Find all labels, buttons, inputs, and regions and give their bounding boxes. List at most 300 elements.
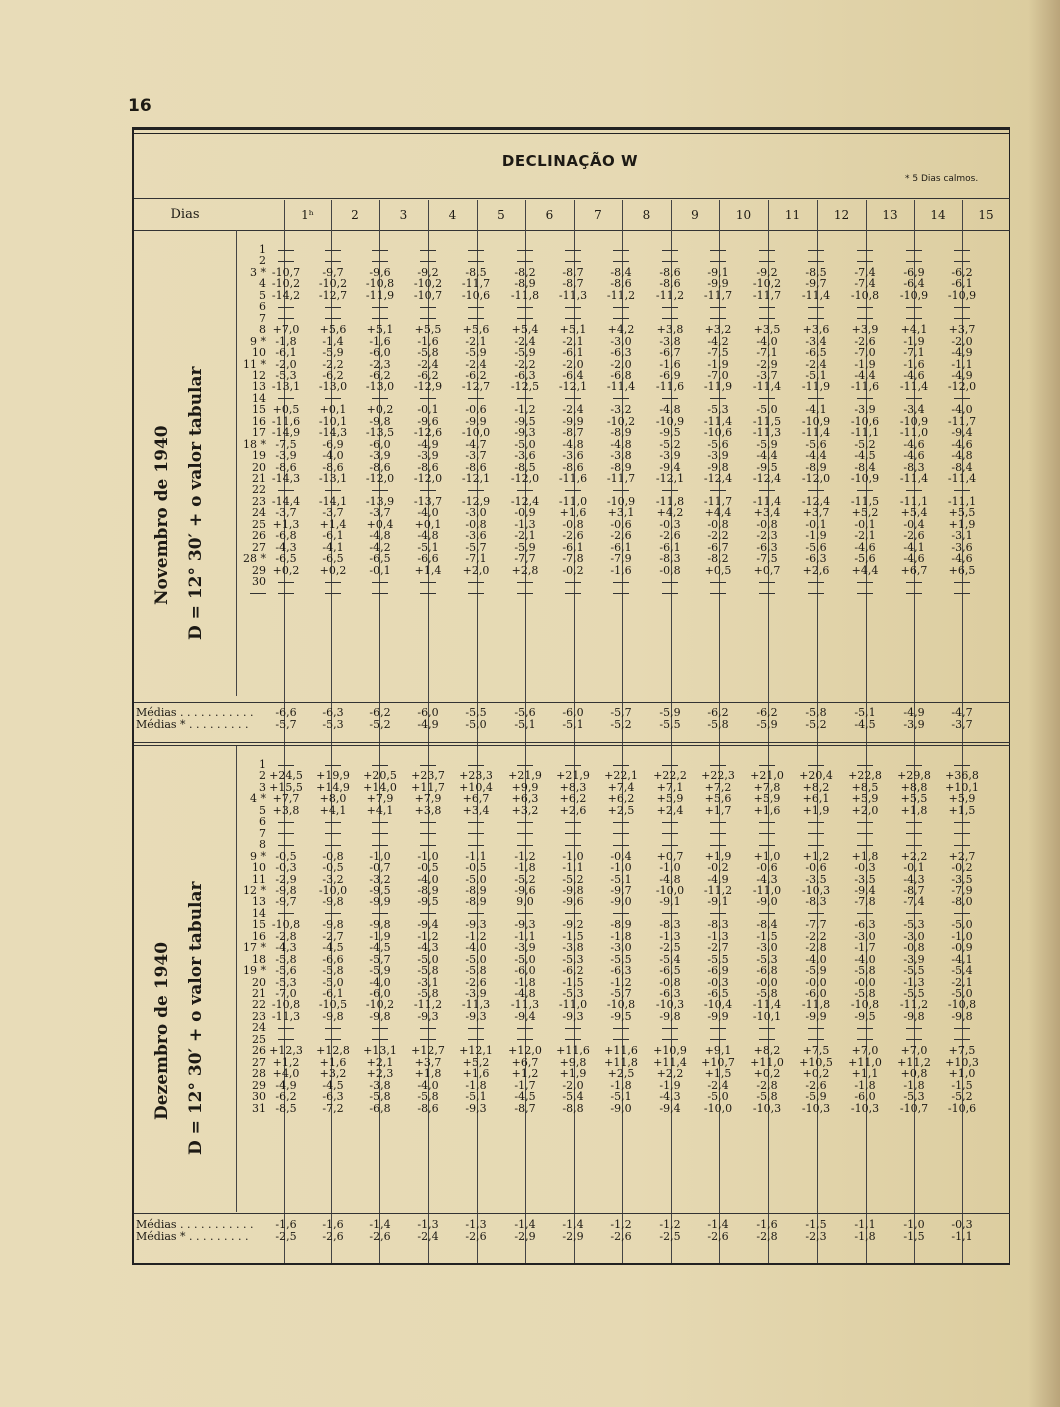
table-cell	[743, 839, 791, 850]
table-cell: +1,7	[704, 803, 732, 817]
table-cell: -4,4	[854, 368, 876, 382]
table-cell: -1,6	[659, 357, 681, 371]
table-cell: +29,8	[897, 769, 931, 783]
table-cell: +0,2	[272, 563, 300, 577]
table-cell: -12,0	[801, 472, 831, 485]
medias-star-cell: -5,2	[805, 717, 827, 731]
medias-label: Médias . . . . . . . . . . .	[136, 706, 254, 719]
table-cell: -11,2	[655, 288, 685, 302]
dash-mark	[662, 261, 678, 262]
table-cell: -8,3	[659, 552, 681, 566]
table-cell	[356, 816, 404, 827]
table-cell: -9,9	[707, 277, 729, 291]
table-cell: -11,0	[558, 494, 588, 508]
table-cell: -13,1	[271, 380, 301, 394]
table-cell: -9,8	[707, 460, 729, 474]
dash-mark	[662, 318, 678, 319]
table-cell: -1,1	[465, 849, 487, 863]
dash-mark	[565, 1028, 581, 1029]
dash-mark	[954, 582, 970, 583]
table-cell: -7,5	[756, 552, 778, 566]
dash-mark	[710, 593, 726, 594]
dash-mark	[710, 1028, 726, 1029]
table-cell: -2,4	[707, 1078, 729, 1092]
dash-mark	[613, 1039, 629, 1040]
table-cell	[694, 816, 742, 827]
table-cell: +8,8	[900, 780, 928, 794]
table-cell: +1,6	[462, 1067, 490, 1081]
table-cell	[938, 828, 986, 839]
table-cell: -5,5	[903, 987, 925, 1000]
table-cell	[309, 1022, 357, 1033]
table-cell	[356, 588, 404, 599]
medias-star-cell: -5,2	[369, 717, 391, 731]
dash-mark	[565, 490, 581, 491]
dash-mark	[372, 250, 388, 251]
table-cell: -7,7	[805, 918, 827, 932]
table-cell: -11,4	[899, 472, 929, 485]
medias-cell: -1,4	[562, 1218, 584, 1231]
table-cell: -12,6	[413, 426, 443, 440]
dash-mark	[278, 913, 294, 914]
table-cell: -5,3	[275, 975, 297, 989]
table-cell: +24,5	[269, 769, 303, 783]
header-hour: 12	[833, 208, 850, 222]
day-label: 29	[252, 563, 266, 577]
table-cell: -4,1	[903, 540, 925, 554]
dash-mark	[325, 845, 341, 846]
table-cell	[694, 588, 742, 599]
table-cell: -11,6	[558, 472, 588, 485]
table-cell	[309, 816, 357, 827]
table-cell: +8,3	[559, 780, 587, 794]
table-cell	[694, 301, 742, 312]
dash-mark	[278, 1039, 294, 1040]
dash-mark	[468, 490, 484, 491]
dash-mark	[808, 582, 824, 583]
table-cell	[890, 588, 938, 599]
day-label: 23	[252, 1009, 266, 1023]
dash-mark	[372, 1039, 388, 1040]
table-cell: -1,8	[465, 1078, 487, 1092]
table-cell	[646, 816, 694, 827]
table-cell: -4,6	[903, 552, 925, 566]
medias-star-cell: -2,4	[417, 1229, 439, 1243]
table-cell: -6,4	[903, 277, 925, 291]
table-cell: -1,3	[659, 929, 681, 943]
table-cell: -2,1	[465, 334, 487, 348]
table-cell: -1,5	[562, 975, 584, 989]
day-label: 8	[259, 323, 266, 337]
table-cell: -6,2	[562, 964, 584, 978]
table-cell: 9,0	[516, 895, 534, 909]
table-cell: +5,1	[366, 323, 394, 337]
table-cell: +4,1	[366, 803, 394, 817]
table-cell: -12,5	[510, 380, 540, 394]
dash-mark	[565, 833, 581, 834]
table-cell: +1,4	[319, 517, 347, 531]
dash-mark	[325, 1028, 341, 1029]
table-cell: +36,8	[945, 769, 979, 783]
table-cell: -1,0	[659, 861, 681, 875]
table-cell: -10,2	[413, 277, 443, 291]
table-cell	[938, 1022, 986, 1033]
table-cell: +0,8	[900, 1067, 928, 1081]
table-cell: -3,6	[514, 449, 536, 463]
table-cell: +6,1	[802, 792, 830, 806]
table-cell: -0,7	[369, 861, 391, 875]
dash-mark	[710, 833, 726, 834]
table-cell: -11,3	[752, 426, 782, 440]
dash-mark	[906, 398, 922, 399]
dash-mark	[565, 765, 581, 766]
table-cell: -9,2	[562, 918, 584, 932]
dash-mark	[954, 261, 970, 262]
table-cell: -11,7	[461, 277, 491, 291]
dash-mark	[906, 1039, 922, 1040]
table-cell	[501, 828, 549, 839]
table-cell: -5,3	[707, 403, 729, 417]
dash-mark	[468, 398, 484, 399]
table-cell	[597, 839, 645, 850]
dash-mark	[662, 1028, 678, 1029]
table-cell: -4,0	[854, 952, 876, 966]
dash-mark	[278, 261, 294, 262]
table-cell: +10,7	[701, 1055, 735, 1069]
table-cell: +23,3	[459, 769, 493, 783]
day-label: 8	[259, 838, 266, 852]
table-cell: -2,6	[903, 529, 925, 543]
table-cell	[792, 816, 840, 827]
table-cell: -9,8	[659, 1009, 681, 1023]
table-cell: +7,2	[704, 780, 732, 794]
table-cell: -4,5	[369, 941, 391, 955]
table-cell: +2,2	[900, 849, 928, 863]
table-cell: -3,8	[369, 1078, 391, 1092]
table-cell: -12,4	[801, 494, 831, 508]
dash-mark	[808, 833, 824, 834]
table-cell: -8,9	[805, 460, 827, 474]
table-cell: -1,6	[417, 334, 439, 348]
table-cell	[452, 576, 500, 587]
table-cell: +21,9	[508, 769, 542, 783]
table-cell: -1,8	[514, 975, 536, 989]
table-cell: -11,3	[271, 1009, 301, 1023]
dash-mark	[808, 307, 824, 308]
table-cell: -5,8	[854, 964, 876, 978]
table-cell	[841, 576, 889, 587]
table-cell	[501, 301, 549, 312]
medias-cell: -6,3	[322, 706, 344, 719]
dash-mark	[325, 261, 341, 262]
table-cell: -9,3	[514, 426, 536, 440]
medias-star-cell: -3,7	[951, 717, 973, 731]
table-cell: -9,4	[659, 460, 681, 474]
dash-mark	[372, 307, 388, 308]
table-cell: +7,0	[272, 323, 300, 337]
dash-mark	[372, 318, 388, 319]
table-cell	[309, 244, 357, 255]
table-cell: -6,3	[756, 540, 778, 554]
table-cell: +10,5	[799, 1055, 833, 1069]
dash-mark	[808, 250, 824, 251]
dash-mark	[325, 833, 341, 834]
table-cell: -12,9	[461, 494, 491, 508]
table-cell: +1,8	[851, 849, 879, 863]
medias-cell: -6,6	[275, 706, 297, 719]
dash-mark	[808, 398, 824, 399]
table-cell: -10,0	[318, 883, 348, 897]
table-cell: -10,0	[655, 883, 685, 897]
table-cell: +3,4	[753, 506, 781, 520]
table-cell: +4,4	[704, 506, 732, 520]
table-cell: -2,0	[562, 1078, 584, 1092]
table-cell: -11,2	[703, 883, 733, 897]
table-cell: -1,0	[610, 861, 632, 875]
table-cell	[309, 301, 357, 312]
medias-top-line	[134, 702, 1010, 703]
dash-mark	[954, 1039, 970, 1040]
table-cell: -5,3	[562, 987, 584, 1000]
table-cell: -2,0	[562, 357, 584, 371]
table-cell: +6,7	[900, 563, 928, 577]
medias-star-cell: -3,9	[903, 717, 925, 731]
table-cell: -1,5	[562, 929, 584, 943]
table-cell: -1,2	[465, 929, 487, 943]
table-cell: +0,2	[753, 1067, 781, 1081]
table-cell: +2,3	[366, 1067, 394, 1081]
table-cell: -0,8	[659, 975, 681, 989]
table-cell: -13,7	[413, 494, 443, 508]
table-cell	[646, 1022, 694, 1033]
table-cell: -9,1	[707, 265, 729, 279]
day-label: 1	[259, 758, 266, 771]
table-cell: +22,1	[604, 769, 638, 783]
table-cell: -5,1	[417, 540, 439, 554]
dash-mark	[759, 250, 775, 251]
dash-mark	[420, 593, 436, 594]
dash-mark	[468, 833, 484, 834]
table-cell: -9,5	[854, 1009, 876, 1023]
table-cell: -2,6	[465, 975, 487, 989]
table-cell: -3,6	[951, 540, 973, 554]
table-cell: -10,5	[318, 998, 348, 1012]
table-cell: +5,1	[559, 323, 587, 337]
dash-mark	[857, 593, 873, 594]
table-cell: -5,3	[903, 918, 925, 932]
table-cell: +19,9	[316, 769, 350, 783]
dash-mark	[906, 490, 922, 491]
table-cell: -6,5	[805, 346, 827, 360]
dash-mark	[468, 845, 484, 846]
table-cell	[549, 244, 597, 255]
table-cell: +2,7	[948, 849, 976, 863]
table-cell: +6,5	[948, 563, 976, 577]
section-divider	[134, 742, 1010, 743]
table-cell: -10,4	[703, 998, 733, 1012]
table-cell: -2,2	[514, 357, 536, 371]
table-cell: +3,8	[414, 803, 442, 817]
table-cell: +10,1	[945, 780, 979, 794]
day-label: 28 *	[243, 552, 266, 566]
table-cell: -8,2	[707, 552, 729, 566]
table-cell	[890, 301, 938, 312]
dash-mark	[325, 318, 341, 319]
dash-mark	[710, 845, 726, 846]
table-cell	[694, 828, 742, 839]
table-cell: -11,1	[947, 494, 977, 508]
header-hour: 14	[930, 208, 946, 222]
table-cell: -1,4	[322, 334, 344, 348]
table-cell: -10,9	[899, 288, 929, 302]
table-cell: -4,6	[854, 540, 876, 554]
table-cell: -0,6	[756, 861, 778, 875]
table-cell: +6,7	[511, 1055, 539, 1069]
day-label: 4	[259, 277, 266, 291]
table-cell	[646, 576, 694, 587]
dash-mark	[954, 822, 970, 823]
table-cell: +1,1	[851, 1067, 879, 1081]
table-cell: -4,1	[805, 403, 827, 417]
table-cell: +1,0	[753, 849, 781, 863]
dash-mark	[420, 318, 436, 319]
table-cell: -4,0	[805, 952, 827, 966]
table-cell: -8,6	[417, 1101, 439, 1115]
table-cell: -6,0	[854, 1090, 876, 1104]
medias-star-cell: -5,7	[275, 717, 297, 731]
dash-mark	[517, 913, 533, 914]
table-cell: -1,2	[610, 975, 632, 989]
table-cell: -4,8	[610, 437, 632, 451]
table-cell: -8,6	[562, 460, 584, 474]
table-cell: -8,6	[369, 460, 391, 474]
table-cell: -1,2	[514, 849, 536, 863]
table-cell: -3,9	[369, 449, 391, 463]
table-cell: +1,5	[948, 803, 976, 817]
table-cell: +1,2	[802, 849, 830, 863]
table-cell: +0,2	[366, 403, 394, 417]
day-label: 26	[252, 529, 266, 543]
dash-mark	[857, 398, 873, 399]
table-cell: -10,2	[365, 998, 395, 1012]
table-cell: -10,0	[461, 426, 491, 440]
table-cell: +2,1	[366, 1055, 394, 1069]
table-cell: -4,2	[707, 334, 729, 348]
table-cell: -1,6	[610, 563, 632, 577]
table-cell: -5,0	[465, 952, 487, 966]
dash-mark	[278, 490, 294, 491]
table-cell: +6,2	[607, 792, 635, 806]
table-cell: +14,0	[363, 780, 397, 794]
day-label: 18 *	[243, 437, 266, 451]
dash-mark	[710, 1039, 726, 1040]
table-cell: -9,8	[322, 918, 344, 932]
dash-mark	[278, 398, 294, 399]
table-cell	[890, 1022, 938, 1033]
dash-mark	[468, 318, 484, 319]
dash-mark	[468, 1039, 484, 1040]
table-cell	[452, 1022, 500, 1033]
table-cell: -5,4	[659, 952, 681, 966]
header-hour: 11	[784, 208, 801, 222]
table-cell: -3,0	[756, 941, 778, 955]
table-cell: -8,6	[659, 277, 681, 291]
table-cell: -10,9	[947, 288, 977, 302]
dash-mark	[468, 261, 484, 262]
table-cell	[890, 816, 938, 827]
day-label: 7	[259, 826, 266, 840]
table-cell: -0,6	[610, 517, 632, 531]
table-cell: -0,5	[465, 861, 487, 875]
table-cell: +0,4	[366, 517, 394, 531]
dash-mark	[325, 593, 341, 594]
header-hour: 5	[497, 208, 505, 222]
dash-mark	[662, 765, 678, 766]
dash-mark	[325, 398, 341, 399]
table-cell: -5,9	[322, 346, 344, 360]
table-cell	[694, 1022, 742, 1033]
table-cell: -0,1	[369, 563, 391, 577]
table-cell: +7,8	[753, 780, 781, 794]
dash-mark	[468, 822, 484, 823]
table-cell	[792, 588, 840, 599]
table-cell: -9,2	[756, 265, 778, 279]
table-cell	[597, 816, 645, 827]
dash-mark	[954, 765, 970, 766]
table-cell: -8,5	[275, 1101, 297, 1115]
table-cell: -11,1	[850, 426, 880, 440]
table-cell: -14,2	[271, 288, 301, 302]
table-cell: -9,5	[369, 883, 391, 897]
table-cell: -6,3	[659, 987, 681, 1000]
dash-mark	[565, 845, 581, 846]
dash-mark	[906, 582, 922, 583]
table-cell: -8,9	[610, 918, 632, 932]
table-cell	[452, 301, 500, 312]
table-cell: -1,8	[514, 861, 536, 875]
table-cell: -4,6	[951, 552, 973, 566]
table-cell	[452, 839, 500, 850]
table-cell: -4,1	[951, 952, 973, 966]
table-cell	[890, 244, 938, 255]
table-cell: -8,6	[610, 277, 632, 291]
table-cell: -14,3	[318, 426, 348, 440]
table-cell: -0,6	[465, 403, 487, 417]
day-label: 1	[259, 243, 266, 256]
table-cell: -3,0	[465, 506, 487, 520]
medias-star-cell: -2,6	[707, 1229, 729, 1243]
dash-mark	[954, 913, 970, 914]
table-cell: -5,9	[514, 346, 536, 360]
table-cell: -10,6	[461, 288, 491, 302]
dash-mark	[517, 845, 533, 846]
dash-mark	[710, 318, 726, 319]
medias-cell: -1,2	[659, 1218, 681, 1231]
dash-mark	[372, 582, 388, 583]
dash-mark	[857, 250, 873, 251]
table-cell: -8,2	[514, 265, 536, 279]
day-label: 18	[252, 952, 266, 966]
table-cell: -0,2	[707, 861, 729, 875]
table-cell: -5,9	[465, 346, 487, 360]
table-cell	[841, 816, 889, 827]
dash-mark	[420, 490, 436, 491]
table-cell: -9,5	[756, 460, 778, 474]
table-cell: -8,9	[610, 426, 632, 440]
table-cell: +9,1	[704, 1044, 732, 1058]
table-cell: -4,0	[465, 941, 487, 955]
day-label: 28	[252, 1067, 266, 1081]
